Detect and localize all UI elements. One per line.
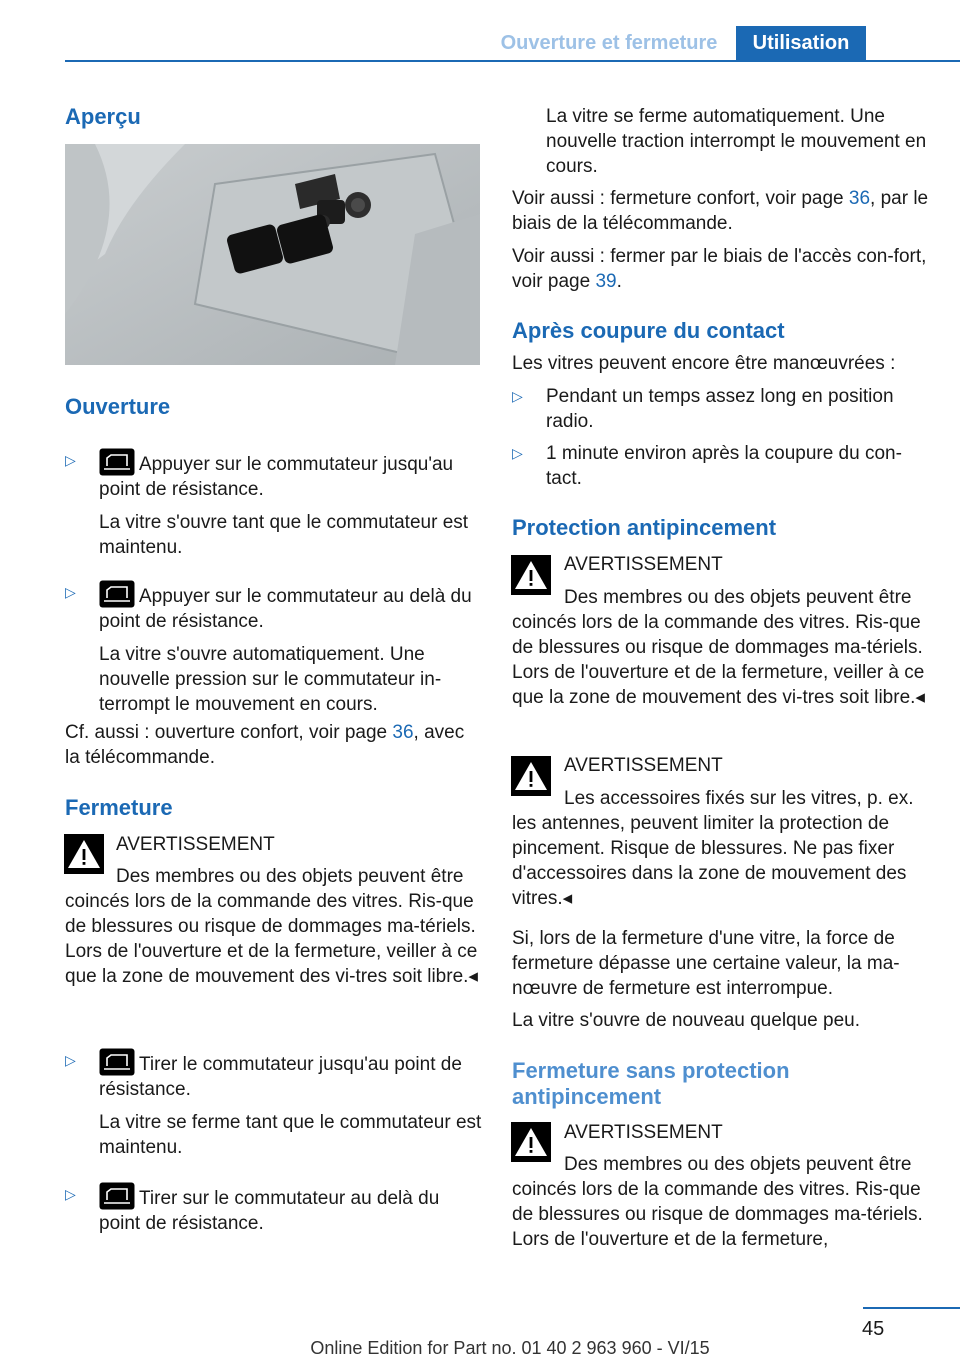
see-also-text: Cf. aussi : ouverture confort, voir page (65, 722, 393, 743)
pinch-paragraph: Si, lors de la fermeture d'une vitre, la force de fermeture dépasse une certaine valeur, la ma-nœuvre de fermeture est interrompue. (512, 928, 900, 999)
page-link-36[interactable]: 36 (848, 188, 871, 209)
window-switch-icon (99, 1048, 135, 1076)
warning-label: AVERTISSEMENT (564, 755, 723, 776)
heading-pinch-protection: Protection antipincement (512, 515, 777, 540)
bullet-icon: ▷ (65, 584, 76, 600)
see-also-text: Voir aussi : fermeture confort, voir page (512, 188, 849, 209)
warning-label: AVERTISSEMENT (116, 834, 275, 855)
heading-closing: Fermeture (65, 795, 173, 820)
warning-text: Des membres ou des objets peuvent être coincés lors de la commande des vitres. Ris-que de blessures ou risque de dommages ma-tériels. Lors de l'ouverture et de la fermeture, veiller à ce que la zone de mouvement des vi-tres soit libre.◂ (512, 587, 925, 708)
bullet-icon: ▷ (65, 452, 76, 468)
see-also-text-end: , avec la télécommande. (65, 722, 465, 768)
list-item (512, 384, 930, 434)
window-switch-icon (99, 580, 135, 608)
page-number: 45 (862, 1318, 885, 1340)
page-link-36[interactable]: 36 (392, 722, 414, 743)
heading-after-ignition: Après coupure du contact (512, 318, 785, 343)
list-item (512, 441, 930, 491)
header-section-title: Ouverture et fermeture (500, 31, 718, 54)
bullet-icon: ▷ (512, 445, 523, 461)
open-step2-note: La vitre s'ouvre automatiquement. Une nouvelle pression sur le commutateur in-terrompt le mouvement en cours. (99, 644, 442, 715)
warning-label: AVERTISSEMENT (564, 1122, 723, 1143)
footer-rule (863, 1307, 960, 1309)
heading-opening: Ouverture (65, 394, 171, 419)
list-item (65, 1182, 483, 1236)
list-item (65, 1048, 483, 1160)
heading-no-pinch-protection (512, 1058, 790, 1110)
after-item1-text: Pendant un temps assez long en position radio. (546, 386, 894, 432)
warning-label: AVERTISSEMENT (564, 554, 723, 575)
close-step1-note: La vitre se ferme tant que le commutateur est maintenu. (99, 1112, 482, 1158)
heading-line: antipincement (512, 1084, 662, 1109)
bullet-icon: ▷ (65, 1186, 76, 1202)
close-step1-text: Tirer le commutateur jusqu'au point de résistance. (99, 1054, 462, 1100)
open-step2-text: Appuyer sur le commutateur au delà du point de résistance. (99, 586, 472, 632)
window-switch-icon (99, 448, 135, 476)
close-step2-text: Tirer sur le commutateur au delà du point de résistance. (99, 1188, 440, 1234)
after-ignition-intro: Les vitres peuvent encore être manœuvrées : (512, 353, 896, 374)
list-item (65, 580, 483, 717)
list-item (65, 448, 483, 560)
see-also-text-end: , par le biais de la télécommande. (512, 188, 929, 234)
close-step2-note: La vitre se ferme automatiquement. Une nouvelle traction interrompt le mouvement en cours. (546, 106, 927, 177)
bullet-icon: ▷ (65, 1052, 76, 1068)
see-also-text: Voir aussi : fermer par le biais de l'accès con-fort, voir page (512, 246, 927, 292)
see-also-paragraph (512, 244, 932, 294)
edition-note: Online Edition for Part no. 01 40 2 963 960 - VI/15 (310, 1338, 710, 1358)
open-step1-text: Appuyer sur le commutateur jusqu'au point de résistance. (99, 454, 454, 500)
header-chapter-tab: Utilisation (736, 26, 866, 60)
see-also-paragraph (512, 186, 932, 236)
window-switch-icon (99, 1182, 135, 1210)
see-also-text-end: . (616, 271, 622, 292)
pinch-paragraph: La vitre s'ouvre de nouveau quelque peu. (512, 1010, 860, 1031)
page-link-39[interactable]: 39 (595, 271, 617, 292)
heading-overview: Aperçu (65, 104, 141, 129)
see-also-paragraph (65, 720, 483, 770)
heading-line: Fermeture sans protection (512, 1058, 790, 1083)
door-switch-photo (65, 144, 480, 365)
open-step1-note: La vitre s'ouvre tant que le commutateur est maintenu. (99, 512, 469, 558)
warning-text: Des membres ou des objets peuvent être coincés lors de la commande des vitres. Ris-que de blessures ou risque de dommages ma-tériels. Lors de l'ouverture et de la fermeture, veiller à ce que la zone de mouvement des vi-tres soit libre.◂ (65, 866, 478, 987)
warning-text: Des membres ou des objets peuvent être coincés lors de la commande des vitres. Ris-que de blessures ou risque de dommages ma-tériels. Lors de l'ouverture et de la fermeture, (512, 1154, 923, 1250)
bullet-icon: ▷ (512, 388, 523, 404)
header-rule (65, 60, 960, 62)
after-item2-text: 1 minute environ après la coupure du con-tact. (546, 443, 902, 489)
warning-text: Les accessoires fixés sur les vitres, p. ex. les antennes, peuvent limiter la protection de pincement. Risque de blessures. Ne pas fixer d'accessoires dans la zone de mouvement des vitres.◂ (512, 788, 914, 909)
